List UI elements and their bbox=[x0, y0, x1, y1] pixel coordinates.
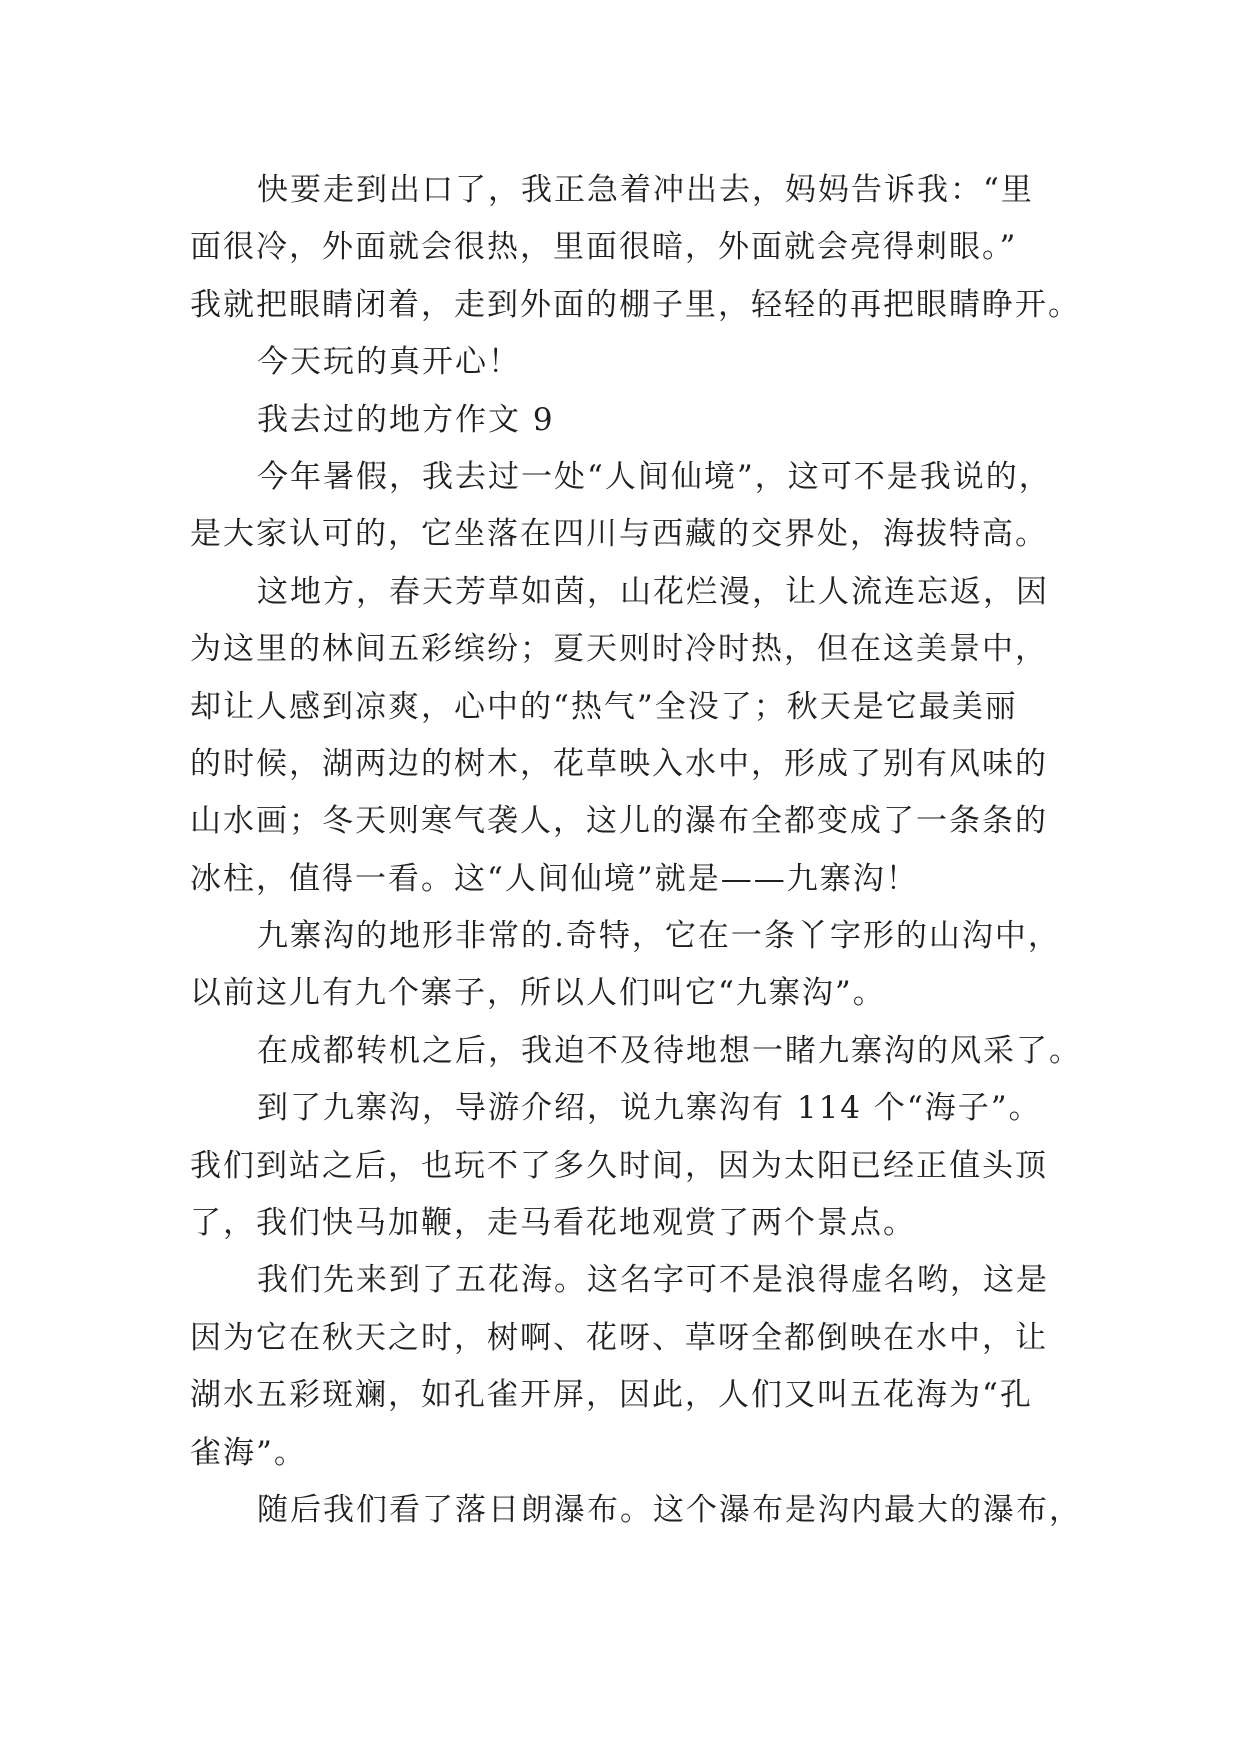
text-line: 了，我们快马加鞭，走马看花地观赏了两个景点。 bbox=[190, 1205, 916, 1242]
text-line: 九寨沟的地形非常的.奇特，它在一条丫字形的山沟中， bbox=[257, 918, 1061, 955]
text-line: 因为它在秋天之时，树啊、花呀、草呀全都倒映在水中，让 bbox=[190, 1319, 1048, 1356]
text-line: 雀海”。 bbox=[190, 1434, 307, 1471]
text-line: 为这里的林间五彩缤纷；夏天则时冷时热，但在这美景中， bbox=[190, 631, 1048, 668]
text-line: 到了九寨沟，导游介绍，说九寨沟有 114 个“海子”。 bbox=[257, 1090, 1042, 1127]
essay-text bbox=[190, 162, 1082, 1539]
text-line: 今天玩的真开心！ bbox=[257, 344, 521, 381]
text-line: 是大家认可的，它坐落在四川与西藏的交界处，海拔特高。 bbox=[190, 516, 1048, 553]
text-line: 这地方，春天芳草如茵，山花烂漫，让人流连忘返，因 bbox=[257, 573, 1049, 610]
text-line: 以前这儿有九个寨子，所以人们叫它“九寨沟”。 bbox=[190, 975, 886, 1012]
text-line: 我就把眼睛闭着，走到外面的棚子里，轻轻的再把眼睛睁开。 bbox=[190, 286, 1081, 323]
text-line: 随后我们看了落日朗瀑布。这个瀑布是沟内最大的瀑布， bbox=[257, 1491, 1082, 1528]
text-line: 我们先来到了五花海。这名字可不是浪得虚名哟，这是 bbox=[257, 1262, 1049, 1299]
text-line: 的时候，湖两边的树木，花草映入水中，形成了别有风味的 bbox=[190, 745, 1048, 782]
text-line: 山水画；冬天则寒气袭人，这儿的瀑布全都变成了一条条的 bbox=[190, 803, 1048, 840]
text-line: 在成都转机之后，我迫不及待地想一睹九寨沟的风采了。 bbox=[257, 1032, 1082, 1069]
text-line: 我们到站之后，也玩不了多久时间，因为太阳已经正值头顶 bbox=[190, 1147, 1048, 1184]
section-heading: 我去过的地方作文 9 bbox=[257, 401, 555, 438]
text-line: 冰柱，值得一看。这“人间仙境”就是——九寨沟！ bbox=[190, 860, 919, 897]
text-line: 快要走到出口了，我正急着冲出去，妈妈告诉我：“里 bbox=[257, 172, 1034, 208]
text-line: 今年暑假，我去过一处“人间仙境”，这可不是我说的， bbox=[257, 458, 1052, 495]
text-line: 湖水五彩斑斓，如孔雀开屏，因此，人们又叫五花海为“孔 bbox=[190, 1377, 1033, 1414]
text-line: 面很冷，外面就会很热，里面很暗，外面就会亮得刺眼。” bbox=[190, 229, 1018, 266]
text-line: 却让人感到凉爽，心中的“热气”全没了；秋天是它最美丽 bbox=[190, 688, 1018, 725]
